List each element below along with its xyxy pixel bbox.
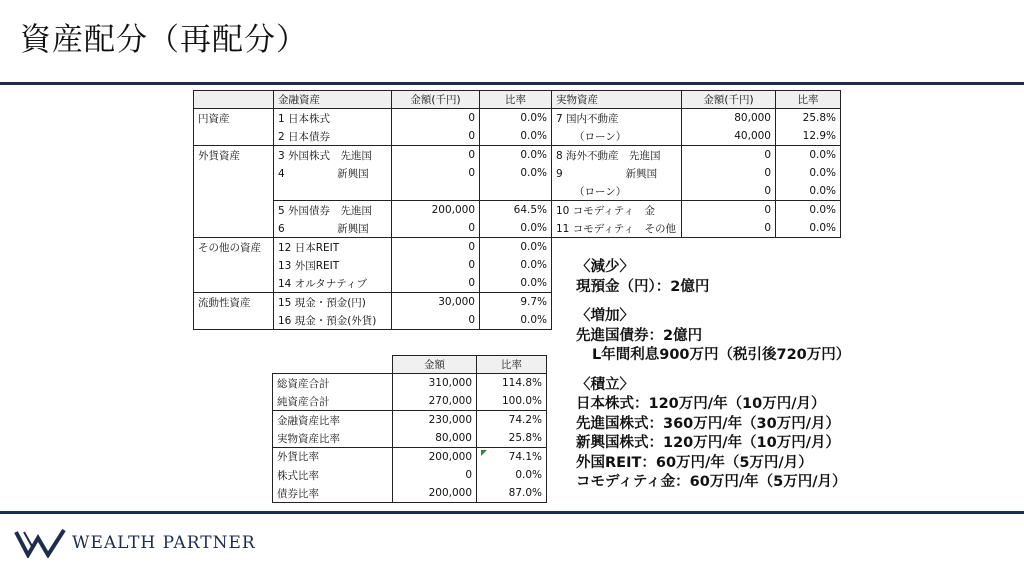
ratio-cell: 0.0% xyxy=(776,164,841,182)
category-cell xyxy=(194,127,274,145)
increase-detail: L年間利息900万円（税引後720万円） xyxy=(592,347,851,363)
amount-cell: 0 xyxy=(392,146,480,164)
amount-cell: 0 xyxy=(392,164,480,182)
summary-ratio: 100.0% xyxy=(477,392,547,410)
table-row xyxy=(194,164,841,182)
summary-amount: 200,000 xyxy=(393,484,477,502)
footer-divider xyxy=(0,511,1024,514)
ratio-cell: 0.0% xyxy=(776,219,841,237)
ratio-cell: 9.7% xyxy=(480,293,552,311)
amount-cell: 0 xyxy=(392,311,480,329)
accumulate-item: 日本株式：120万円/年（10万円/月） xyxy=(576,396,826,412)
summary-amount: 270,000 xyxy=(393,392,477,410)
summary-label: 純資産合計 xyxy=(273,392,393,410)
table-row xyxy=(194,182,841,200)
ratio-cell: 0.0% xyxy=(480,127,552,145)
accumulate-heading: 〈積立〉 xyxy=(576,376,634,393)
category-cell xyxy=(194,274,274,292)
table-row xyxy=(273,392,547,410)
ratio-cell: 25.8% xyxy=(776,109,841,127)
category-cell: 流動性資産 xyxy=(194,293,274,311)
table-header-row xyxy=(194,91,841,109)
company-name: WEALTH PARTNER xyxy=(72,533,256,553)
asset-name-cell: 11 コモディティ その他 xyxy=(552,219,682,237)
amount-cell: 200,000 xyxy=(392,201,480,219)
header-amount: 金額(千円) xyxy=(682,91,776,109)
header-cell xyxy=(273,356,393,374)
header-ratio: 比率 xyxy=(776,91,841,109)
header-ratio: 比率 xyxy=(477,356,547,374)
summary-table xyxy=(272,355,547,503)
category-cell: 外貨資産 xyxy=(194,146,274,164)
increase-heading: 〈増加〉 xyxy=(576,308,634,324)
ratio-cell: 0.0% xyxy=(776,201,841,219)
category-cell xyxy=(194,182,274,200)
category-cell xyxy=(194,311,274,329)
decrease-heading: 〈減少〉 xyxy=(576,259,634,275)
summary-ratio: 74.1% xyxy=(477,447,547,465)
table-row xyxy=(273,484,547,502)
summary-ratio: 114.8% xyxy=(477,374,547,392)
asset-name-cell: 15 現金・預金(円) xyxy=(274,293,392,311)
ratio-cell: 0.0% xyxy=(480,311,552,329)
asset-name-cell: 2 日本債券 xyxy=(278,130,331,143)
table-header-row xyxy=(273,356,547,374)
asset-name-cell: 14 オルタナティブ xyxy=(278,277,367,290)
ratio-cell: 0.0% xyxy=(776,182,841,200)
summary-label: 金融資産比率 xyxy=(273,411,393,429)
table-row xyxy=(273,429,547,447)
amount-cell: 0 xyxy=(392,109,480,127)
summary-amount: 230,000 xyxy=(393,411,477,429)
category-cell: 円資産 xyxy=(194,109,274,127)
amount-cell: 0 xyxy=(392,238,480,256)
asset-name-cell: 3 外国株式 先進国 xyxy=(274,146,392,164)
amount-cell: 0 xyxy=(392,274,480,292)
asset-name-cell: （ローン） xyxy=(574,185,627,198)
asset-name-cell: 12 日本REIT xyxy=(274,238,392,256)
accumulate-item: 外国REIT：60万円/年（5万円/月） xyxy=(576,454,813,471)
summary-label: 債券比率 xyxy=(273,484,393,502)
accumulate-item: コモディティ金：60万円/年（5万円/月） xyxy=(576,474,847,490)
asset-name-cell: 16 現金・預金(外貨) xyxy=(274,311,392,329)
header-real-assets: 実物資産 xyxy=(552,91,682,109)
table-row xyxy=(194,109,841,127)
header-ratio: 比率 xyxy=(480,91,552,109)
ratio-cell: 64.5% xyxy=(480,201,552,219)
amount-cell: 80,000 xyxy=(682,109,776,127)
ratio-cell: 12.9% xyxy=(776,127,841,145)
ratio-cell: 0.0% xyxy=(480,219,552,237)
summary-label: 株式比率 xyxy=(273,466,393,484)
amount-cell: 0 xyxy=(392,127,480,145)
asset-name-cell: 5 外国債券 先進国 xyxy=(274,201,392,219)
ratio-cell: 0.0% xyxy=(480,238,552,256)
header-divider xyxy=(0,82,1024,85)
asset-name-cell: （ローン） xyxy=(574,130,627,143)
table-row xyxy=(194,219,841,237)
table-row xyxy=(273,411,547,429)
table-row xyxy=(194,127,841,145)
asset-name-cell: 13 外国REIT xyxy=(278,259,340,272)
category-cell xyxy=(194,164,274,182)
ratio-cell: 0.0% xyxy=(776,146,841,164)
summary-amount: 200,000 xyxy=(393,447,477,465)
amount-cell: 40,000 xyxy=(682,127,776,145)
summary-label: 総資産合計 xyxy=(273,374,393,392)
table-row xyxy=(194,238,841,256)
ratio-cell xyxy=(480,182,552,200)
ratio-cell: 0.0% xyxy=(480,146,552,164)
table-row xyxy=(194,201,841,219)
summary-ratio: 74.2% xyxy=(477,411,547,429)
asset-name-cell: 7 国内不動産 xyxy=(556,112,619,125)
summary-ratio: 0.0% xyxy=(477,466,547,484)
asset-name-cell: 4 新興国 xyxy=(278,167,369,180)
ratio-cell: 0.0% xyxy=(480,274,552,292)
amount-cell: 0 xyxy=(682,146,776,164)
asset-name-cell: 6 新興国 xyxy=(278,222,369,235)
summary-amount: 80,000 xyxy=(393,429,477,447)
increase-item: 先進国債券：2億円 xyxy=(576,327,703,344)
amount-cell xyxy=(392,182,480,200)
amount-cell: 0 xyxy=(392,219,480,237)
header-financial-assets: 金融資産 xyxy=(274,91,392,109)
ratio-cell: 0.0% xyxy=(480,109,552,127)
amount-cell: 0 xyxy=(682,201,776,219)
asset-name-cell: 1 日本株式 xyxy=(278,112,331,125)
table-row xyxy=(273,374,547,392)
summary-label: 外貨比率 xyxy=(273,447,393,465)
category-cell xyxy=(194,201,274,219)
header-amount: 金額(千円) xyxy=(392,91,480,109)
decrease-item: 現預金（円）：2億円 xyxy=(576,278,710,295)
header-amount: 金額 xyxy=(393,356,477,374)
page-title: 資産配分（再配分） xyxy=(20,22,308,58)
table-row xyxy=(273,447,547,465)
category-cell xyxy=(194,256,274,274)
summary-label: 実物資産比率 xyxy=(273,429,393,447)
amount-cell: 0 xyxy=(392,256,480,274)
amount-cell: 0 xyxy=(682,182,776,200)
category-cell: その他の資産 xyxy=(194,238,274,256)
ratio-cell: 0.0% xyxy=(480,256,552,274)
asset-name-cell: 10 コモディティ 金 xyxy=(552,201,682,219)
amount-cell: 30,000 xyxy=(392,293,480,311)
accumulate-item: 先進国株式：360万円/年（30万円/月） xyxy=(576,415,841,432)
accumulate-item: 新興国株式：120万円/年（10万円/月） xyxy=(576,435,841,451)
summary-ratio: 87.0% xyxy=(477,484,547,502)
amount-cell: 0 xyxy=(682,219,776,237)
summary-amount: 310,000 xyxy=(393,374,477,392)
summary-amount: 0 xyxy=(393,466,477,484)
amount-cell: 0 xyxy=(682,164,776,182)
table-row xyxy=(273,466,547,484)
wealth-partner-logo-icon xyxy=(14,528,68,558)
asset-name-cell: 9 新興国 xyxy=(556,167,658,180)
category-cell xyxy=(194,219,274,237)
asset-name-cell xyxy=(274,182,392,200)
allocation-notes xyxy=(576,258,850,493)
cell-comment-marker xyxy=(481,450,487,456)
asset-name-cell: 8 海外不動産 先進国 xyxy=(552,146,682,164)
header-cell xyxy=(194,91,274,109)
summary-ratio: 25.8% xyxy=(477,429,547,447)
ratio-cell: 0.0% xyxy=(480,164,552,182)
table-row xyxy=(194,146,841,164)
